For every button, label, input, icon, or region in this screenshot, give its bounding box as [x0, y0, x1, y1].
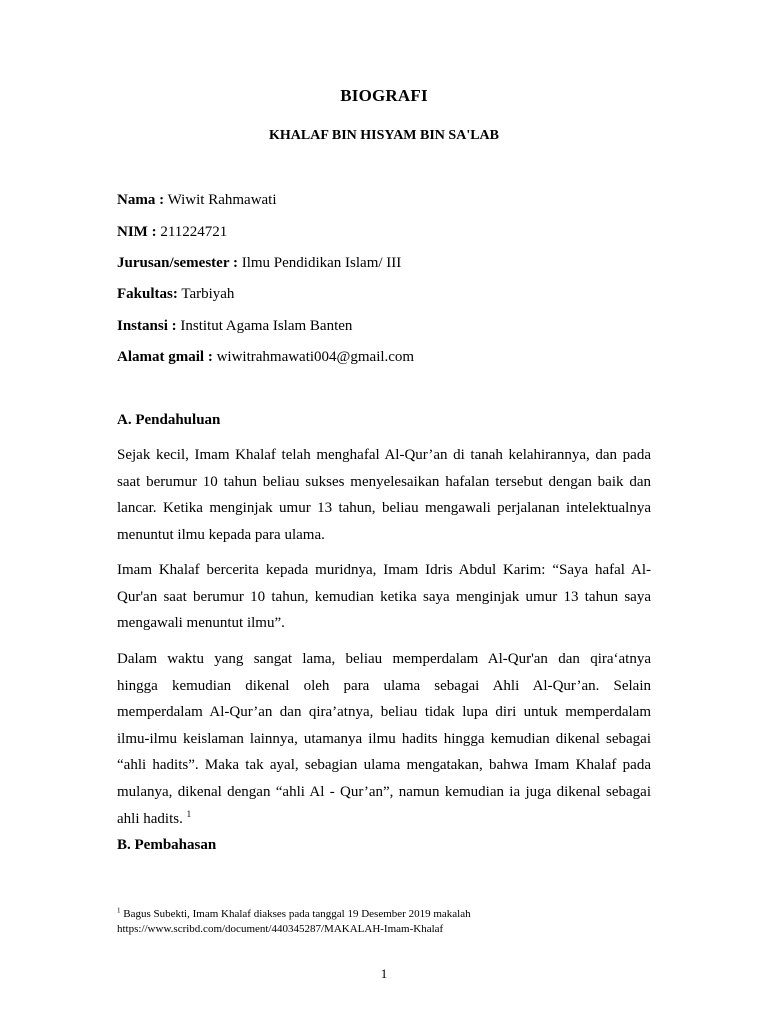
footnote-marker: 1 — [117, 906, 121, 915]
identity-label: Jurusan/semester : — [117, 255, 238, 271]
section-heading-pembahasan: B. Pembahasan — [117, 837, 217, 853]
identity-label: Instansi : — [117, 318, 177, 334]
paragraph-line: Imam Khalaf bercerita kepada muridnya, Imam Idris Abdul Karim: “Saya hafal Al- — [117, 562, 651, 578]
footnote-reference[interactable]: 1 — [186, 808, 192, 819]
identity-value: wiwitrahmawati004@gmail.com — [216, 349, 415, 365]
footnote-url: https://www.scribd.com/document/440345287/MAKALAH-Imam-Khalaf — [117, 923, 444, 935]
paragraph-line: Sejak kecil, Imam Khalaf telah menghafal Al-Qur’an di tanah kelahirannya, dan pada — [117, 447, 651, 463]
paragraph-line: mulanya, dikenal dengan “ahli Al - Qur’an”, namun kemudian ia juga dikenal sebagai — [117, 783, 651, 800]
identity-email — [117, 349, 414, 366]
identity-value: Tarbiyah — [181, 286, 235, 302]
paragraph — [117, 646, 651, 832]
paragraph-line: memperdalam Al-Qur’an dan qira’atnya, beliau tidak lupa diri untuk memperdalam — [117, 704, 651, 721]
identity-label: Alamat gmail : — [117, 349, 213, 365]
identity-value: Ilmu Pendidikan Islam/ III — [241, 255, 402, 271]
paragraph-line: Dalam waktu yang sangat lama, beliau memperdalam Al-Qur'an dan qira‘atnya — [117, 651, 651, 667]
identity-label: NIM : — [117, 224, 157, 240]
footnote-text: Bagus Subekti, Imam Khalaf diakses pada tanggal 19 Desember 2019 makalah — [120, 908, 471, 920]
paragraph-line: ilmu-ilmu keislaman lainnya, utamanya ilmu hadits hingga kemudian dikenal sebagai — [117, 730, 651, 747]
identity-fakultas — [117, 286, 234, 303]
identity-jurusan — [117, 255, 401, 272]
identity-name — [117, 192, 277, 209]
paragraph-line: saat berumur 10 tahun beliau sukses menyelesaikan hafalan tersebut dengan baik dan — [117, 473, 651, 490]
paragraph-line: “ahli hadits”. Maka tak ayal, sebagian ulama mengatakan, bahwa Imam Khalaf pada — [117, 757, 651, 774]
identity-value: 211224721 — [160, 224, 228, 240]
identity-label: Fakultas: — [117, 286, 178, 302]
paragraph-line: Qur'an saat berumur 10 tahun, kemudian ketika saya menginjak umur 13 tahun saya — [117, 588, 651, 605]
paragraph-line: hingga kemudian dikenal oleh para ulama sebagai Ahli Al-Qur’an. Selain — [117, 677, 651, 694]
identity-instansi — [117, 318, 352, 335]
document-title: BIOGRAFI — [340, 86, 428, 105]
identity-nim — [117, 224, 227, 241]
paragraph-line: mengawali menuntut ilmu”. — [117, 615, 285, 632]
paragraph-line: menuntut ilmu kepada para ulama. — [117, 526, 325, 543]
paragraph — [117, 557, 651, 637]
identity-label: Nama : — [117, 192, 165, 208]
identity-value: Institut Agama Islam Banten — [180, 318, 353, 334]
paragraph-line: ahli hadits. — [117, 810, 183, 827]
section-heading-pendahuluan: A. Pendahuluan — [117, 412, 221, 428]
page-number: 1 — [380, 966, 388, 981]
paragraph — [117, 442, 651, 548]
paragraph-line-with-footnote — [117, 806, 651, 833]
document-subtitle: KHALAF BIN HISYAM BIN SA'LAB — [268, 128, 499, 143]
footnote — [117, 907, 471, 937]
identity-value: Wiwit Rahmawati — [167, 192, 277, 208]
paragraph-line: lancar. Ketika menginjak umur 13 tahun, beliau mengawali perjalanan intelektualnya — [117, 500, 651, 517]
footnote-line — [117, 907, 471, 922]
